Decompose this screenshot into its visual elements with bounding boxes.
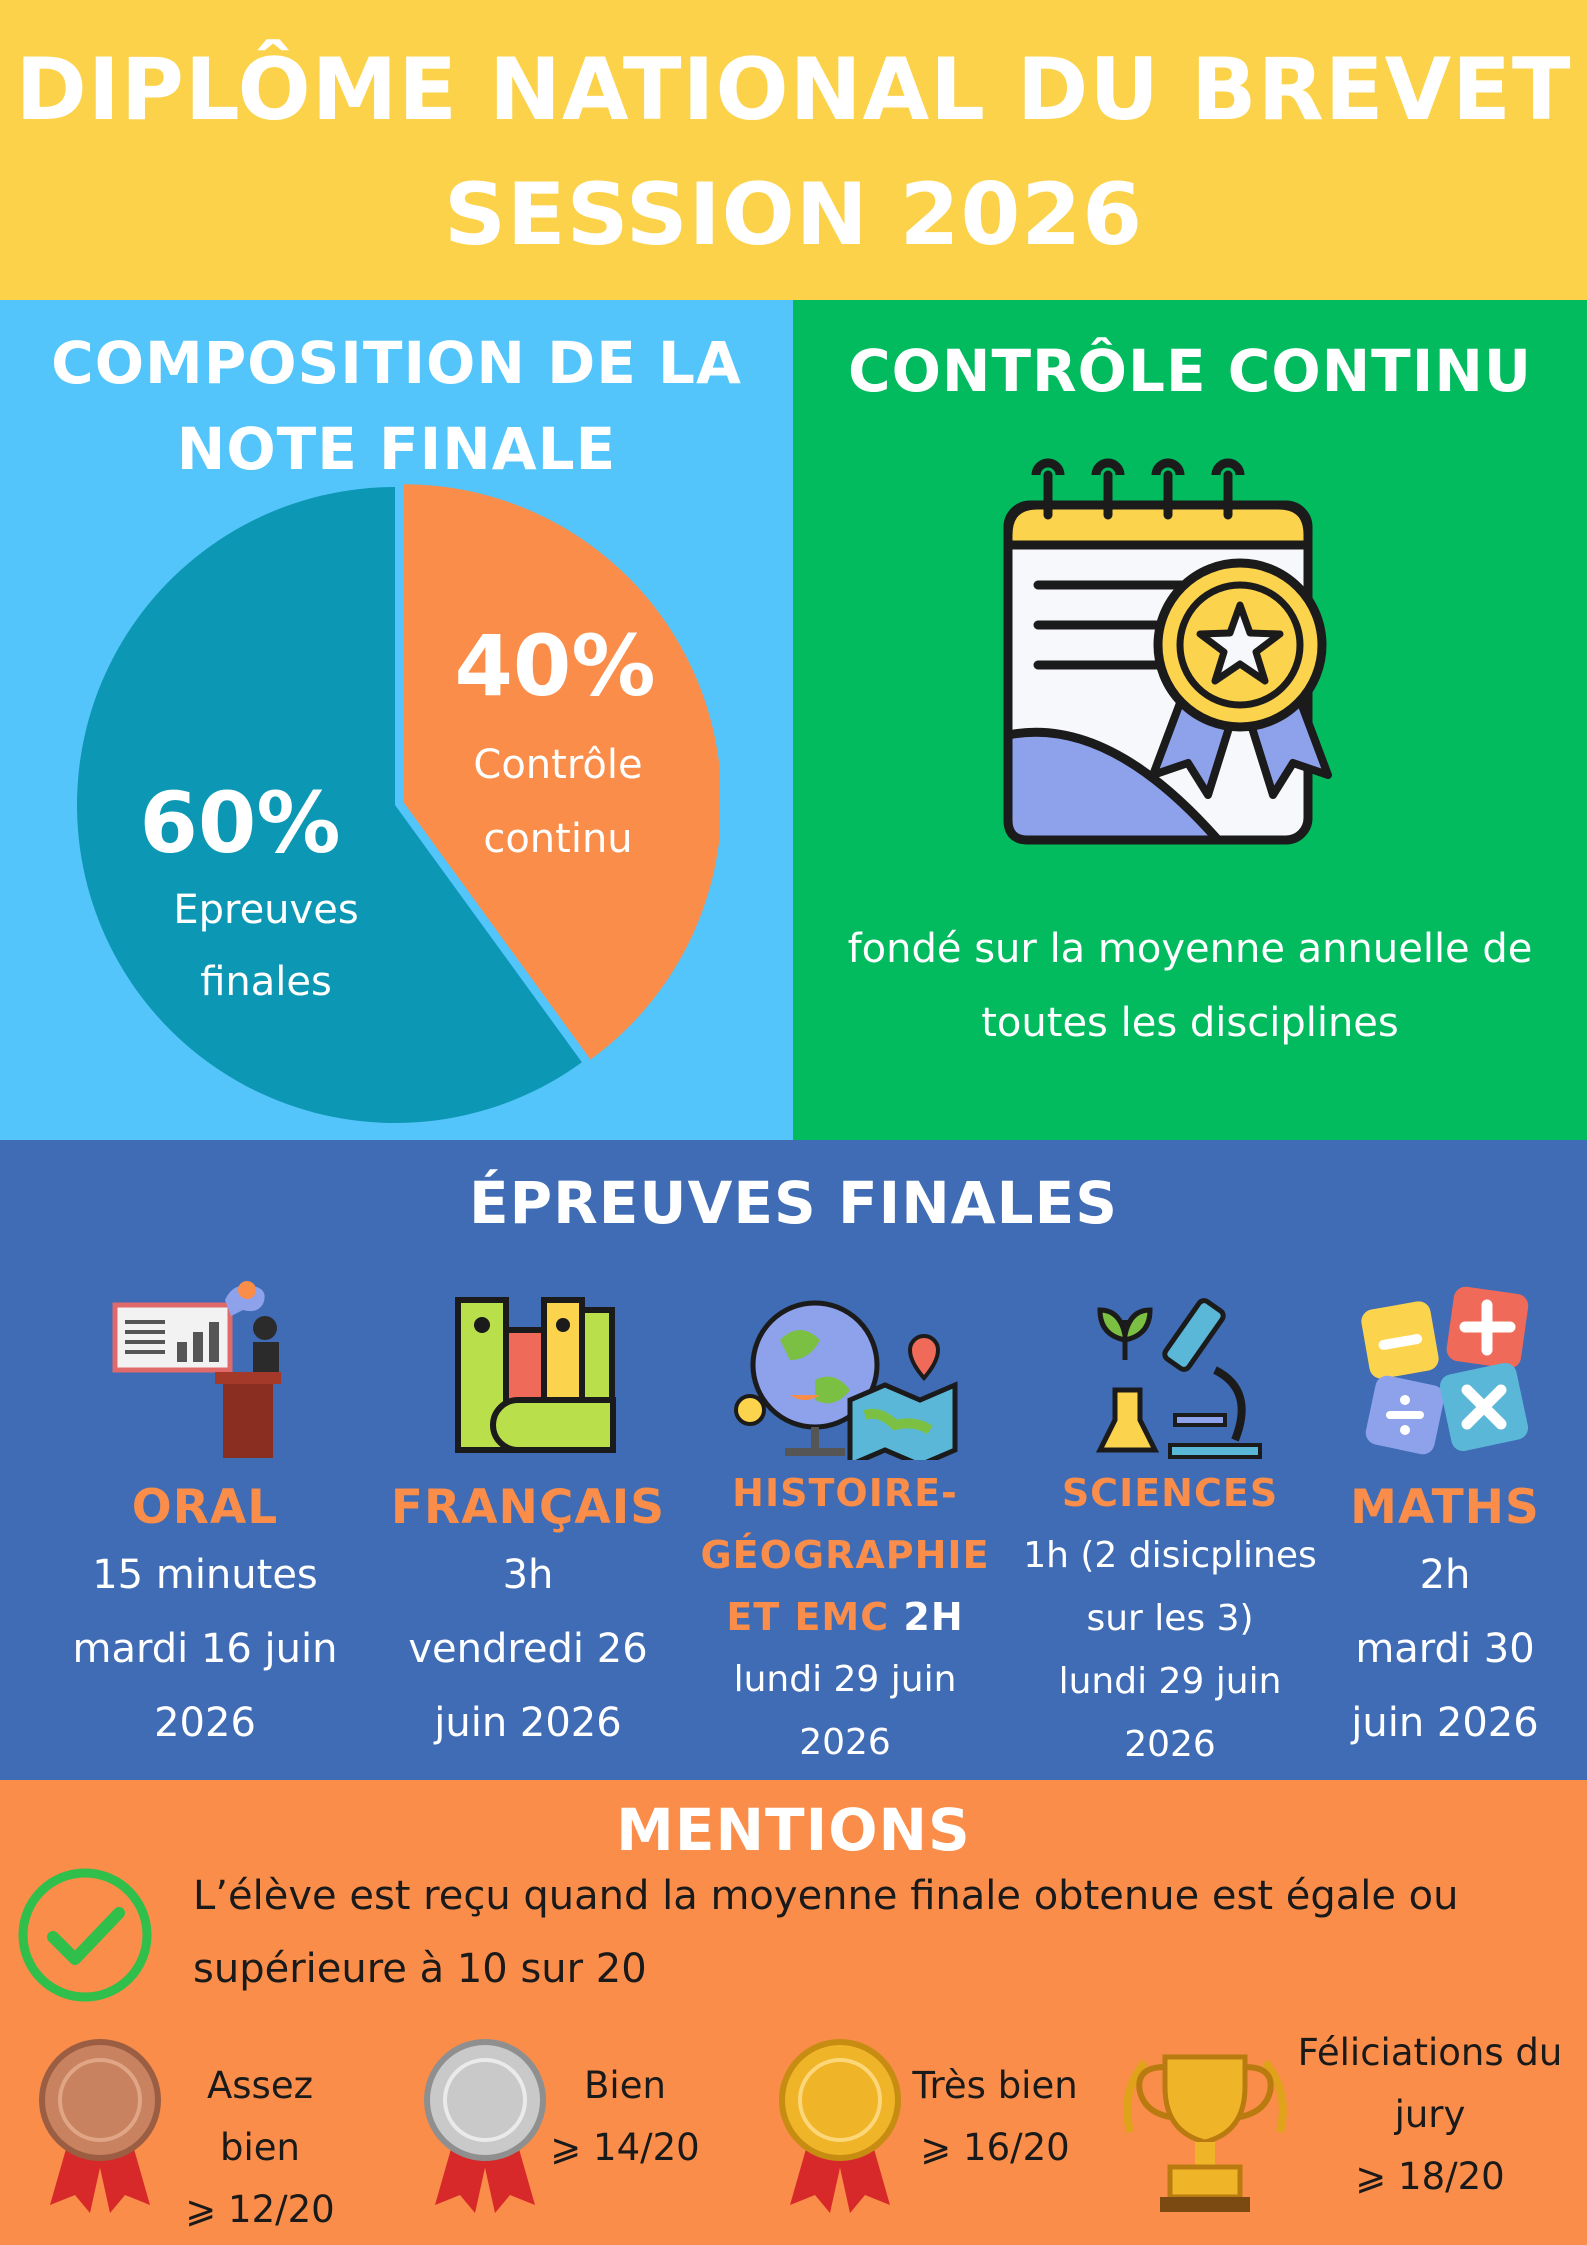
mention-label — [1290, 2022, 1570, 2208]
cc-label-line2: continu — [483, 816, 633, 862]
exam-francais — [378, 1280, 678, 1760]
exam-date: vendredi 26 — [408, 1626, 648, 1672]
composition-title — [0, 320, 793, 492]
mention-name: Très bien — [912, 2064, 1078, 2107]
exam-maths — [1310, 1280, 1580, 1760]
bronze-medal-icon — [35, 2035, 165, 2215]
exam-date: mardi 16 juin — [72, 1626, 338, 1672]
exam-year: 2026 — [154, 1700, 256, 1746]
certificate-icon — [988, 445, 1408, 865]
exam-year: juin 2026 — [1351, 1700, 1539, 1746]
exam-name-line3-text: ET EMC — [726, 1595, 890, 1639]
globe-map-icon — [720, 1280, 970, 1460]
exam-year: 2026 — [1124, 1724, 1216, 1765]
final-label-line1: Epreuves — [173, 887, 359, 933]
mention-name-line2: jury — [1394, 2093, 1466, 2136]
mention-threshold: ⩾ 18/20 — [1355, 2155, 1505, 2198]
composition-title-line1: COMPOSITION DE LA — [51, 329, 742, 397]
exam-name — [695, 1462, 995, 1648]
exam-info — [1020, 1524, 1320, 1776]
cc-label-line1: Contrôle — [473, 742, 643, 788]
exam-duration: 3h — [502, 1552, 554, 1598]
controle-continu-section — [793, 300, 1587, 1140]
mention-label — [550, 2055, 700, 2179]
exam-oral — [55, 1280, 355, 1760]
mention-threshold: ⩾ 12/20 — [185, 2188, 335, 2231]
gold-medal-icon — [775, 2035, 905, 2215]
math-symbols-icon — [1345, 1280, 1545, 1460]
controle-desc-line1: fondé sur la moyenne annuelle de — [847, 926, 1533, 972]
mention-name: Assez bien — [206, 2064, 314, 2169]
exam-name-line2: GÉOGRAPHIE — [700, 1533, 990, 1577]
exam-duration-detail: sur les 3) — [1086, 1598, 1254, 1639]
pass-condition-line2: supérieure à 10 sur 20 — [193, 1946, 647, 1992]
microscope-icon — [1070, 1280, 1270, 1460]
exam-duration: 2h — [1419, 1552, 1471, 1598]
exam-date: lundi 29 juin — [733, 1659, 957, 1700]
exam-name-line3 — [695, 1586, 995, 1648]
mention-threshold: ⩾ 16/20 — [920, 2126, 1070, 2169]
pass-condition-text — [193, 1860, 1557, 2006]
exam-name-line1: HISTOIRE- — [732, 1471, 958, 1515]
controle-continu-description — [813, 912, 1567, 1060]
silver-medal-icon — [420, 2035, 550, 2215]
final-percent-label: 60% — [139, 774, 341, 872]
mention-label — [910, 2055, 1080, 2179]
cc-percent-label: 40% — [454, 617, 656, 715]
trophy-icon — [1110, 2042, 1300, 2217]
mention-bien — [420, 2035, 700, 2219]
pie-chart — [70, 480, 720, 1130]
exam-duration: 2H — [903, 1595, 964, 1639]
exam-duration: 15 minutes — [92, 1552, 318, 1598]
controle-continu-title: CONTRÔLE CONTINU — [848, 337, 1532, 405]
exam-info — [55, 1538, 355, 1760]
composition-section — [0, 300, 793, 1140]
exam-name: MATHS — [1350, 1480, 1540, 1535]
exam-date: mardi 30 — [1355, 1626, 1535, 1672]
mentions-title: MENTIONS — [616, 1796, 971, 1864]
header-banner — [0, 0, 1587, 300]
final-label-line2: finales — [200, 959, 332, 1005]
mentions-section — [0, 1780, 1587, 2245]
mention-label — [175, 2055, 345, 2241]
mention-name: Féliciations du — [1297, 2031, 1563, 2074]
exam-name: FRANÇAIS — [390, 1480, 666, 1535]
pass-condition-line1: L’élève est reçu quand la moyenne finale obtenue est égale ou — [193, 1873, 1459, 1919]
exam-histoire-geographie — [695, 1280, 995, 1774]
exam-sciences — [1020, 1280, 1320, 1776]
books-icon — [428, 1280, 628, 1460]
check-circle-icon — [15, 1865, 155, 2005]
mention-felicitations — [1110, 2031, 1563, 2221]
exam-duration: 1h (2 disicplines — [1023, 1535, 1317, 1576]
exam-name: SCIENCES — [1061, 1471, 1279, 1515]
page-subtitle: SESSION 2026 — [443, 165, 1144, 265]
exam-name: ORAL — [131, 1480, 279, 1535]
exam-info — [378, 1538, 678, 1760]
speaker-icon — [105, 1280, 305, 1460]
exam-info — [1310, 1538, 1580, 1760]
exam-year: 2026 — [799, 1722, 891, 1763]
epreuves-finales-section — [0, 1140, 1587, 1780]
mention-assez-bien — [35, 2035, 335, 2231]
composition-title-line2: NOTE FINALE — [176, 415, 617, 483]
controle-desc-line2: toutes les disciplines — [981, 1000, 1399, 1046]
mention-name: Bien — [584, 2064, 666, 2107]
exam-year: juin 2026 — [434, 1700, 622, 1746]
exam-info — [695, 1648, 995, 1774]
mention-threshold: ⩾ 14/20 — [550, 2126, 700, 2169]
page-title: DIPLÔME NATIONAL DU BREVET — [15, 40, 1572, 140]
mention-tres-bien — [775, 2035, 1078, 2219]
exam-date: lundi 29 juin — [1058, 1661, 1282, 1702]
epreuves-finales-title: ÉPREUVES FINALES — [469, 1169, 1118, 1237]
